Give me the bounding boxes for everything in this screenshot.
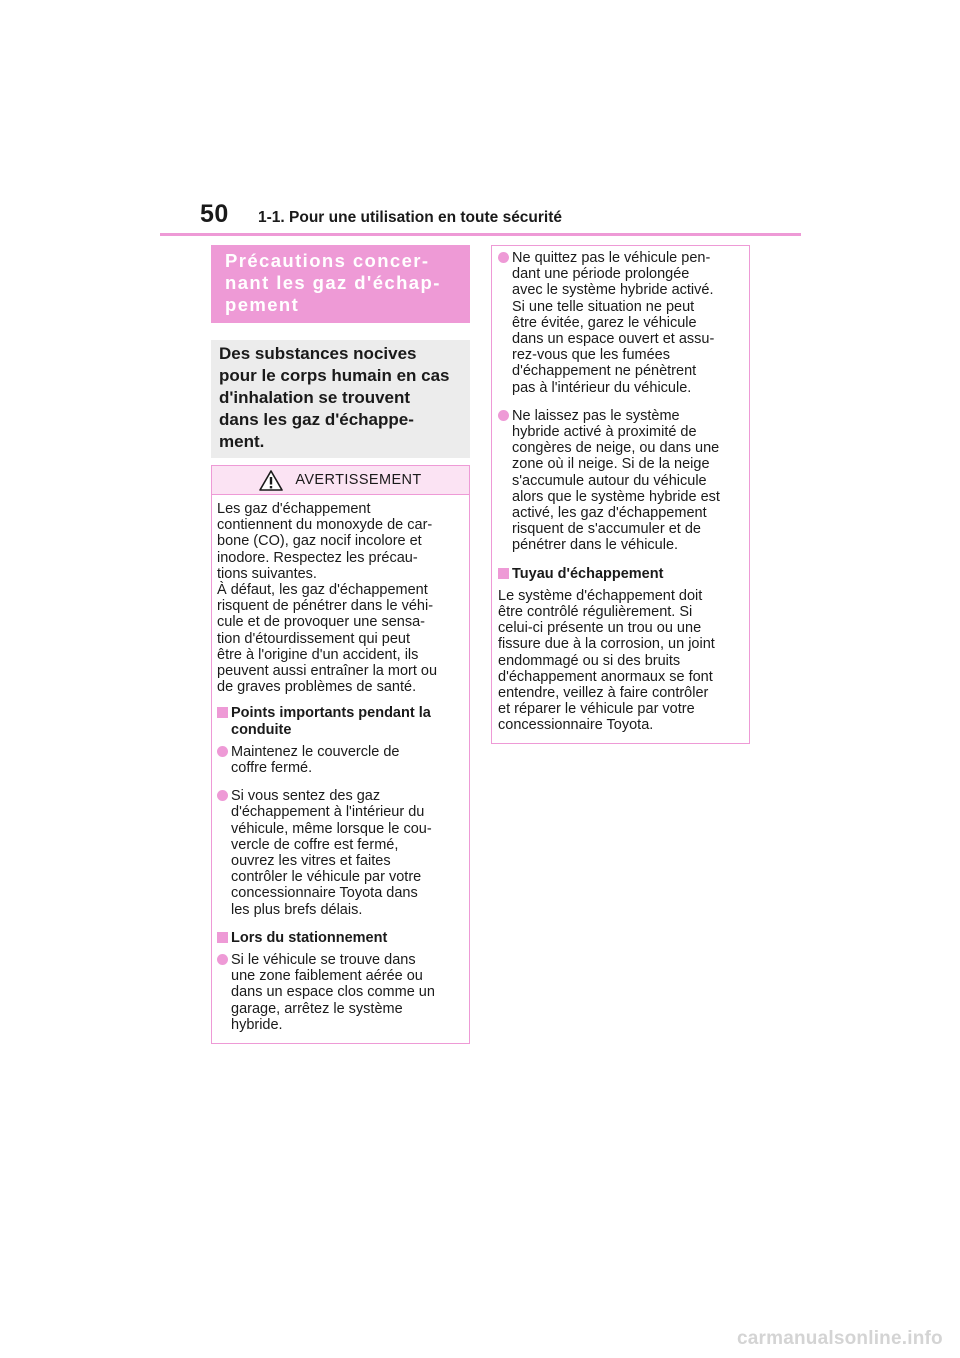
list-item bbox=[217, 952, 464, 1033]
text-line: Si le véhicule se trouve dans bbox=[231, 952, 416, 969]
text-line: congères de neige, ou dans une bbox=[512, 440, 720, 457]
text-line: être évitée, garez le véhicule bbox=[512, 314, 697, 331]
round-bullet-icon bbox=[217, 954, 228, 965]
text-line: pas à l'intérieur du véhicule. bbox=[512, 379, 692, 396]
list-item bbox=[217, 744, 464, 776]
text-line: Maintenez le couvercle de bbox=[231, 743, 400, 760]
text-line: cule et de provoquer une sensa- bbox=[217, 614, 425, 631]
text-line: d'échappement anormaux se font bbox=[498, 668, 713, 685]
text-line: activé, les gaz d'échappement bbox=[512, 505, 707, 522]
section-title bbox=[211, 245, 470, 323]
list-item bbox=[217, 788, 464, 918]
warning-box bbox=[211, 465, 470, 1044]
text-line: pénétrer dans le véhicule. bbox=[512, 537, 679, 554]
text-line: concessionnaire Toyota dans bbox=[231, 885, 418, 902]
section-summary bbox=[211, 340, 470, 458]
text-line: contiennent du monoxyde de car- bbox=[217, 517, 433, 534]
warning-label: AVERTISSEMENT bbox=[295, 472, 422, 488]
text-line: une zone faiblement aérée ou bbox=[231, 968, 423, 985]
round-bullet-icon bbox=[498, 410, 509, 421]
text-line: être contrôlé régulièrement. Si bbox=[498, 604, 693, 621]
text-line: bone (CO), gaz nocif incolore et bbox=[217, 533, 422, 550]
text-line: alors que le système hybride est bbox=[512, 488, 720, 505]
subheading-line: conduite bbox=[231, 721, 292, 738]
text-line: et réparer le véhicule par votre bbox=[498, 701, 695, 718]
list-item bbox=[498, 250, 743, 396]
square-bullet-icon bbox=[217, 932, 228, 943]
subheading-parking bbox=[217, 930, 464, 946]
text-line: dans un espace ouvert et assu- bbox=[512, 331, 715, 348]
exhaust-text bbox=[498, 588, 743, 734]
round-bullet-icon bbox=[498, 252, 509, 263]
text-line: endommagé ou si des bruits bbox=[498, 652, 681, 669]
warning-content bbox=[212, 495, 469, 1033]
round-bullet-icon bbox=[217, 746, 228, 757]
summary-line: ment. bbox=[219, 432, 265, 451]
text-line: avec le système hybride activé. bbox=[512, 282, 714, 299]
warning-header bbox=[212, 466, 469, 495]
text-line: d'échappement ne pénètrent bbox=[512, 363, 697, 380]
text-line: dans un espace clos comme un bbox=[231, 984, 435, 1001]
text-line: À défaut, les gaz d'échappement bbox=[217, 582, 428, 599]
text-line: vercle de coffre est fermé, bbox=[231, 836, 399, 853]
text-line: Si vous sentez des gaz bbox=[231, 788, 381, 805]
text-line: ouvrez les vitres et faites bbox=[231, 853, 391, 870]
section-title-line: pement bbox=[225, 294, 300, 315]
text-line: hybride. bbox=[231, 1016, 283, 1033]
text-line: Ne laissez pas le système bbox=[512, 407, 680, 424]
text-line: rez-vous que les fumées bbox=[512, 347, 670, 364]
section-title-line: Précautions concer- bbox=[225, 250, 430, 271]
text-line: inodore. Respectez les précau- bbox=[217, 549, 418, 566]
summary-line: dans les gaz d'échappe- bbox=[219, 410, 414, 429]
text-line: peuvent aussi entraîner la mort ou bbox=[217, 663, 438, 680]
summary-line: pour le corps humain en cas bbox=[219, 366, 450, 385]
text-line: fissure due à la corrosion, un joint bbox=[498, 636, 715, 653]
chapter-title: 1-1. Pour une utilisation en toute sécurité bbox=[258, 209, 563, 226]
header-rule bbox=[160, 233, 801, 236]
text-line: d'échappement à l'intérieur du bbox=[231, 804, 425, 821]
text-line: Ne quittez pas le véhicule pen- bbox=[512, 250, 711, 266]
text-line: entendre, veillez à faire contrôler bbox=[498, 685, 709, 702]
text-line: s'accumule autour du véhicule bbox=[512, 472, 707, 489]
square-bullet-icon bbox=[498, 568, 509, 579]
section-title-line: nant les gaz d'échap- bbox=[225, 272, 441, 293]
subheading-line: Points importants pendant la bbox=[231, 705, 431, 722]
text-line: dant une période prolongée bbox=[512, 266, 690, 283]
text-line: contrôler le véhicule par votre bbox=[231, 869, 422, 886]
subheading-exhaust bbox=[498, 566, 743, 582]
text-line: Les gaz d'échappement bbox=[217, 501, 371, 517]
text-line: être à l'origine d'un accident, ils bbox=[217, 646, 419, 663]
summary-line: Des substances nocives bbox=[219, 344, 417, 363]
text-line: garage, arrêtez le système bbox=[231, 1000, 403, 1017]
text-line: Si une telle situation ne peut bbox=[512, 298, 695, 315]
list-item bbox=[498, 408, 743, 554]
warning-intro bbox=[217, 501, 464, 695]
text-line: Le système d'échappement doit bbox=[498, 587, 703, 604]
round-bullet-icon bbox=[217, 790, 228, 801]
text-line: les plus brefs délais. bbox=[231, 901, 363, 918]
text-line: zone où il neige. Si de la neige bbox=[512, 456, 710, 473]
text-line: tion d'étourdissement qui peut bbox=[217, 630, 411, 647]
warning-continuation-box bbox=[491, 245, 750, 744]
watermark: carmanualsonline.info bbox=[737, 1328, 943, 1349]
warning-triangle-icon bbox=[259, 470, 283, 491]
text-line: hybride activé à proximité de bbox=[512, 424, 697, 441]
subheading-line: Lors du stationnement bbox=[231, 929, 388, 946]
text-line: risquent de pénétrer dans le véhi- bbox=[217, 598, 434, 615]
text-line: risquent de s'accumuler et de bbox=[512, 521, 701, 538]
text-line: tions suivantes. bbox=[217, 565, 317, 582]
text-line: celui-ci présente un trou ou une bbox=[498, 620, 702, 637]
text-line: concessionnaire Toyota. bbox=[498, 717, 654, 734]
text-line: véhicule, même lorsque le cou- bbox=[231, 820, 432, 837]
text-line: de graves problèmes de santé. bbox=[217, 679, 417, 696]
page-number: 50 bbox=[200, 200, 229, 228]
summary-line: d'inhalation se trouvent bbox=[219, 388, 411, 407]
subheading-driving bbox=[217, 705, 464, 737]
subheading-line: Tuyau d'échappement bbox=[512, 565, 664, 582]
square-bullet-icon bbox=[217, 707, 228, 718]
text-line: coffre fermé. bbox=[231, 760, 313, 777]
